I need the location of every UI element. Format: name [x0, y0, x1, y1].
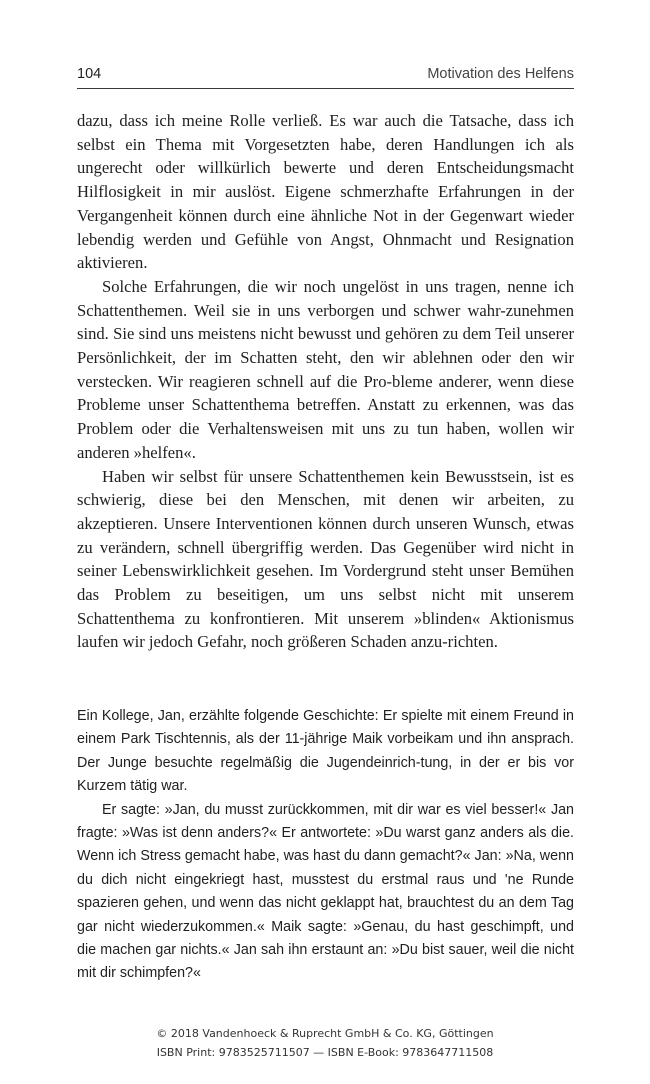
body-paragraph: Solche Erfahrungen, die wir noch ungelöst in uns tragen, nenne ich Schattenthemen. Weil sie in uns verborgen und schwer wahr-zunehmen sind. Sie sind uns meistens nicht bewusst und gehören zu dem Teil unserer Persönlichkeit, der im Schatten steht, den wir ablehnen oder den wir verstecken. Wir reagieren schnell auf die Pro-bleme anderer, wenn diese Probleme unser Schattenthema betreffen. Anstatt zu erkennen, was das Problem oder die Verhaltensweisen mit uns zu tun haben, wollen wir anderen »helfen«. — [77, 276, 574, 462]
example-text — [77, 705, 574, 986]
running-head: Motivation des Helfens — [427, 66, 574, 82]
page-number: 104 — [77, 66, 102, 82]
page-footer — [0, 1024, 650, 1062]
page-header — [77, 64, 574, 89]
example-paragraph: Ein Kollege, Jan, erzählte folgende Geschichte: Er spielte mit einem Freund in einem Park Tischtennis, als der 11-jährige Maik vorbeikam und ihn ansprach. Der Junge besuchte regelmäßig die Jugendeinrich-tung, in der er bis vor Kurzem tätig war. — [77, 708, 574, 795]
body-paragraph: Haben wir selbst für unsere Schattenthemen kein Bewusstsein, ist es schwierig, diese bei den Menschen, mit denen wir arbeiten, zu akzeptieren. Unsere Interventionen können durch unseren Wunsch, etwas zu verändern, schnell übergriffig werden. Das Gegenüber wird nicht in seiner Lebenswirklichkeit gesehen. Im Vordergrund steht unser Bemühen das Problem zu beseitigen, um uns selbst nicht mit unserem Schattenthema zu konfrontieren. Mit unserem »blinden« Aktionismus laufen wir jedoch Gefahr, noch größeren Schaden anzu-richten. — [77, 466, 574, 652]
body-paragraph: dazu, dass ich meine Rolle verließ. Es war auch die Tatsache, dass ich selbst ein Thema mit Vorgesetzten habe, deren Handlungen ich als ungerecht oder willkürlich bewerte und deren Entscheidungsmacht Hilflosigkeit in mir auslöst. Eigene schmerzhafte Erfahrungen in der Vergangenheit können durch eine ähnliche Not in der Gegenwart wieder lebendig werden und Gefühle von Angst, Ohnmacht und Resignation aktivieren. — [77, 111, 574, 273]
main-text — [77, 109, 574, 654]
isbn-line: ISBN Print: 9783525711507 — ISBN E-Book: 9783647711508 — [156, 1046, 494, 1059]
copyright-line: © 2018 Vandenhoeck & Ruprecht GmbH & Co. KG, Göttingen — [156, 1027, 494, 1040]
example-paragraph: Er sagte: »Jan, du musst zurückkommen, mit dir war es viel besser!« Jan fragte: »Was ist denn anders?« Er antwortete: »Du warst ganz anders als die. Wenn ich Stress gemacht habe, was hast du dann gemacht?« Jan: »Na, wenn du dich nicht eingekriegt hast, musstest du erstmal raus und 'ne Runde spazieren gehen, und wenn das nicht geklappt hat, brauchtest du an dem Tag gar nicht wiederzukommen.« Maik sagte: »Genau, du hast geschimpft, und die machen gar nichts.« Jan sah ihn erstaunt an: »Du bist sauer, weil die nicht mit dir schimpfen?« — [77, 801, 574, 982]
